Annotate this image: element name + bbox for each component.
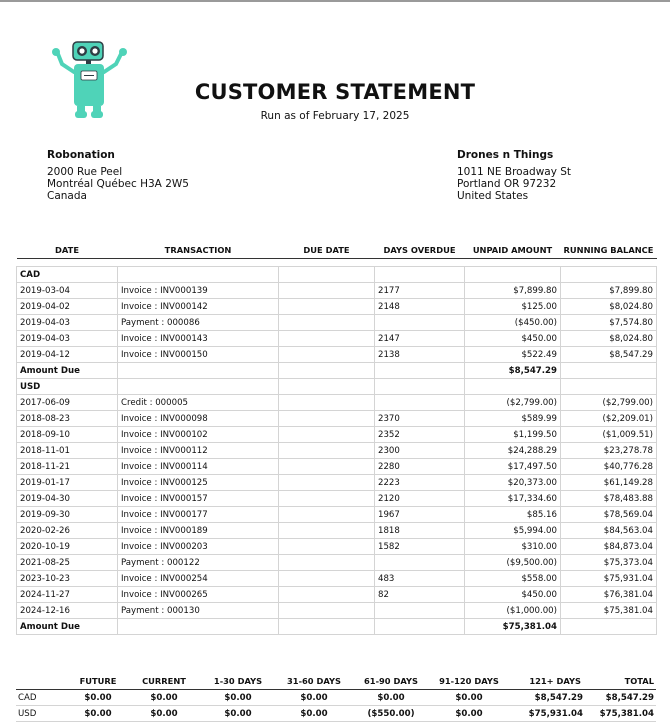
aging-currency-label: USD — [16, 706, 68, 722]
aging-currency-label: CAD — [16, 690, 68, 706]
cell-days-overdue: 2148 — [375, 299, 465, 315]
cell-due-date — [279, 411, 375, 427]
aging-row — [16, 706, 656, 722]
cell-running-balance: $78,569.04 — [561, 507, 657, 523]
cell-due-date — [279, 427, 375, 443]
cell-running-balance: $76,381.04 — [561, 587, 657, 603]
table-row — [17, 411, 657, 427]
table-row — [17, 331, 657, 347]
cell-unpaid-amount: $589.99 — [465, 411, 561, 427]
cell-transaction: Invoice : INV000142 — [118, 299, 279, 315]
table-row — [17, 491, 657, 507]
aging-header-total: TOTAL — [585, 672, 656, 690]
cell-date: 2023-10-23 — [17, 571, 118, 587]
cell-transaction: Credit : 000005 — [118, 395, 279, 411]
company-address — [47, 149, 189, 202]
empty-cell — [279, 267, 375, 283]
cell-running-balance: $7,899.80 — [561, 283, 657, 299]
cell-transaction: Invoice : INV000177 — [118, 507, 279, 523]
table-header-row — [17, 241, 657, 259]
cell-date: 2019-03-04 — [17, 283, 118, 299]
cell-date: 2019-01-17 — [17, 475, 118, 491]
empty-cell — [561, 363, 657, 379]
empty-cell — [118, 379, 279, 395]
cell-date: 2018-11-01 — [17, 443, 118, 459]
company-address-line: Montréal Québec H3A 2W5 — [47, 178, 189, 190]
aging-header-1-30: 1-30 DAYS — [200, 672, 276, 690]
aging-value: $0.00 — [276, 690, 352, 706]
cell-running-balance: $8,024.80 — [561, 331, 657, 347]
currency-section-row — [17, 267, 657, 283]
aging-value: $0.00 — [430, 706, 508, 722]
table-row — [17, 427, 657, 443]
aging-value: $0.00 — [128, 690, 200, 706]
empty-cell — [279, 379, 375, 395]
cell-unpaid-amount: ($450.00) — [465, 315, 561, 331]
cell-due-date — [279, 539, 375, 555]
column-header-due-date: DUE DATE — [279, 241, 375, 259]
cell-due-date — [279, 587, 375, 603]
column-header-running-balance: RUNNING BALANCE — [561, 241, 657, 259]
cell-unpaid-amount: $5,994.00 — [465, 523, 561, 539]
cell-running-balance: $84,563.04 — [561, 523, 657, 539]
cell-unpaid-amount: $24,288.29 — [465, 443, 561, 459]
amount-due-value: $75,381.04 — [465, 619, 561, 635]
cell-transaction: Invoice : INV000102 — [118, 427, 279, 443]
cell-unpaid-amount: $450.00 — [465, 587, 561, 603]
cell-transaction: Invoice : INV000114 — [118, 459, 279, 475]
cell-due-date — [279, 395, 375, 411]
cell-days-overdue: 2120 — [375, 491, 465, 507]
aging-value: $8,547.29 — [585, 690, 656, 706]
cell-transaction: Invoice : INV000203 — [118, 539, 279, 555]
robot-logo — [44, 38, 136, 120]
customer-address-line: Portland OR 97232 — [457, 178, 557, 190]
cell-date: 2019-04-30 — [17, 491, 118, 507]
cell-date: 2020-02-26 — [17, 523, 118, 539]
cell-date: 2024-11-27 — [17, 587, 118, 603]
empty-cell — [118, 619, 279, 635]
cell-running-balance: $8,547.29 — [561, 347, 657, 363]
table-row — [17, 347, 657, 363]
empty-cell — [465, 379, 561, 395]
cell-unpaid-amount: ($2,799.00) — [465, 395, 561, 411]
cell-transaction: Invoice : INV000265 — [118, 587, 279, 603]
aging-header-61-90: 61-90 DAYS — [352, 672, 430, 690]
cell-unpaid-amount: ($9,500.00) — [465, 555, 561, 571]
cell-unpaid-amount: $450.00 — [465, 331, 561, 347]
empty-cell — [465, 267, 561, 283]
currency-label: CAD — [17, 267, 118, 283]
cell-due-date — [279, 603, 375, 619]
cell-transaction: Invoice : INV000098 — [118, 411, 279, 427]
cell-due-date — [279, 443, 375, 459]
table-row — [17, 475, 657, 491]
table-row — [17, 459, 657, 475]
empty-cell — [279, 363, 375, 379]
cell-unpaid-amount: $20,373.00 — [465, 475, 561, 491]
cell-date: 2019-04-02 — [17, 299, 118, 315]
aging-header-future: FUTURE — [68, 672, 128, 690]
customer-name: Drones n Things — [457, 149, 554, 161]
amount-due-value: $8,547.29 — [465, 363, 561, 379]
aging-value: $75,931.04 — [508, 706, 585, 722]
aging-header-91-120: 91-120 DAYS — [430, 672, 508, 690]
empty-cell — [375, 267, 465, 283]
table-row — [17, 315, 657, 331]
table-row — [17, 507, 657, 523]
amount-due-label: Amount Due — [17, 619, 118, 635]
aging-body — [16, 690, 656, 722]
aging-value: $0.00 — [430, 690, 508, 706]
aging-header-row — [16, 672, 656, 690]
cell-due-date — [279, 331, 375, 347]
cell-due-date — [279, 459, 375, 475]
cell-days-overdue: 2177 — [375, 283, 465, 299]
currency-section-row — [17, 379, 657, 395]
cell-unpaid-amount: $17,497.50 — [465, 459, 561, 475]
table-row — [17, 443, 657, 459]
company-address-line: Canada — [47, 190, 87, 202]
aging-header-label — [16, 672, 68, 690]
cell-unpaid-amount: $85.16 — [465, 507, 561, 523]
cell-running-balance: $8,024.80 — [561, 299, 657, 315]
empty-cell — [118, 267, 279, 283]
cell-running-balance: $75,931.04 — [561, 571, 657, 587]
table-row — [17, 603, 657, 619]
cell-date: 2018-09-10 — [17, 427, 118, 443]
run-date: Run as of February 17, 2025 — [260, 110, 410, 122]
aging-value: $0.00 — [200, 690, 276, 706]
amount-due-row — [17, 363, 657, 379]
cell-transaction: Invoice : INV000125 — [118, 475, 279, 491]
cell-days-overdue — [375, 603, 465, 619]
cell-unpaid-amount: $7,899.80 — [465, 283, 561, 299]
empty-cell — [561, 267, 657, 283]
customer-address — [457, 149, 571, 202]
cell-unpaid-amount: $310.00 — [465, 539, 561, 555]
currency-label: USD — [17, 379, 118, 395]
aging-value: $8,547.29 — [508, 690, 585, 706]
cell-unpaid-amount: ($1,000.00) — [465, 603, 561, 619]
empty-cell — [375, 379, 465, 395]
cell-days-overdue: 2352 — [375, 427, 465, 443]
cell-transaction: Invoice : INV000139 — [118, 283, 279, 299]
cell-due-date — [279, 555, 375, 571]
table-row — [17, 283, 657, 299]
aging-value: $0.00 — [68, 706, 128, 722]
cell-due-date — [279, 475, 375, 491]
cell-running-balance: $78,483.88 — [561, 491, 657, 507]
aging-header-current: CURRENT — [128, 672, 200, 690]
table-row — [17, 571, 657, 587]
cell-due-date — [279, 571, 375, 587]
cell-days-overdue — [375, 395, 465, 411]
top-border — [0, 0, 670, 2]
cell-running-balance: $40,776.28 — [561, 459, 657, 475]
aging-row — [16, 690, 656, 706]
cell-running-balance: $23,278.78 — [561, 443, 657, 459]
empty-cell — [561, 379, 657, 395]
amount-due-label: Amount Due — [17, 363, 118, 379]
cell-date: 2020-10-19 — [17, 539, 118, 555]
cell-date: 2018-11-21 — [17, 459, 118, 475]
aging-summary-table — [16, 672, 656, 722]
aging-value: $0.00 — [352, 690, 430, 706]
cell-date: 2017-06-09 — [17, 395, 118, 411]
empty-cell — [561, 619, 657, 635]
cell-due-date — [279, 507, 375, 523]
table-row — [17, 395, 657, 411]
cell-days-overdue: 2147 — [375, 331, 465, 347]
cell-transaction: Invoice : INV000150 — [118, 347, 279, 363]
table-row — [17, 299, 657, 315]
column-header-date: DATE — [17, 241, 118, 259]
cell-date: 2019-04-03 — [17, 331, 118, 347]
cell-date: 2024-12-16 — [17, 603, 118, 619]
customer-address-line: United States — [457, 190, 529, 202]
empty-cell — [375, 619, 465, 635]
cell-days-overdue: 2300 — [375, 443, 465, 459]
table-row — [17, 555, 657, 571]
cell-due-date — [279, 491, 375, 507]
cell-unpaid-amount: $1,199.50 — [465, 427, 561, 443]
cell-unpaid-amount: $522.49 — [465, 347, 561, 363]
table-row — [17, 587, 657, 603]
cell-running-balance: $61,149.28 — [561, 475, 657, 491]
cell-transaction: Invoice : INV000254 — [118, 571, 279, 587]
cell-days-overdue: 2370 — [375, 411, 465, 427]
cell-running-balance: $75,381.04 — [561, 603, 657, 619]
transactions-body — [17, 259, 657, 635]
company-name: Robonation — [47, 149, 115, 161]
cell-transaction: Payment : 000086 — [118, 315, 279, 331]
cell-transaction: Payment : 000130 — [118, 603, 279, 619]
empty-cell — [118, 363, 279, 379]
cell-due-date — [279, 523, 375, 539]
aging-header-31-60: 31-60 DAYS — [276, 672, 352, 690]
customer-address-line: 1011 NE Broadway St — [457, 166, 572, 178]
cell-transaction: Invoice : INV000112 — [118, 443, 279, 459]
cell-running-balance: ($1,009.51) — [561, 427, 657, 443]
aging-value: $0.00 — [128, 706, 200, 722]
cell-unpaid-amount: $558.00 — [465, 571, 561, 587]
aging-header-121-plus: 121+ DAYS — [508, 672, 585, 690]
column-header-transaction: TRANSACTION — [118, 241, 279, 259]
aging-value: $75,381.04 — [585, 706, 656, 722]
aging-value: ($550.00) — [352, 706, 430, 722]
cell-days-overdue: 2223 — [375, 475, 465, 491]
cell-transaction: Invoice : INV000157 — [118, 491, 279, 507]
cell-running-balance: $84,873.04 — [561, 539, 657, 555]
cell-days-overdue: 483 — [375, 571, 465, 587]
cell-running-balance: ($2,209.01) — [561, 411, 657, 427]
table-row — [17, 539, 657, 555]
cell-date: 2018-08-23 — [17, 411, 118, 427]
cell-transaction: Invoice : INV000143 — [118, 331, 279, 347]
cell-date: 2019-09-30 — [17, 507, 118, 523]
aging-value: $0.00 — [68, 690, 128, 706]
cell-days-overdue: 1967 — [375, 507, 465, 523]
company-address-line: 2000 Rue Peel — [47, 166, 123, 178]
cell-days-overdue: 1582 — [375, 539, 465, 555]
cell-days-overdue — [375, 315, 465, 331]
cell-days-overdue: 1818 — [375, 523, 465, 539]
cell-due-date — [279, 347, 375, 363]
cell-unpaid-amount: $17,334.60 — [465, 491, 561, 507]
transactions-table — [16, 241, 657, 635]
cell-unpaid-amount: $125.00 — [465, 299, 561, 315]
aging-value: $0.00 — [200, 706, 276, 722]
cell-due-date — [279, 283, 375, 299]
cell-days-overdue: 82 — [375, 587, 465, 603]
cell-date: 2021-08-25 — [17, 555, 118, 571]
cell-days-overdue: 2138 — [375, 347, 465, 363]
cell-date: 2019-04-12 — [17, 347, 118, 363]
empty-cell — [375, 363, 465, 379]
spacer-row — [17, 259, 657, 267]
cell-transaction: Payment : 000122 — [118, 555, 279, 571]
statement-title: CUSTOMER STATEMENT — [194, 80, 476, 104]
aging-value: $0.00 — [276, 706, 352, 722]
amount-due-row — [17, 619, 657, 635]
column-header-days-overdue: DAYS OVERDUE — [375, 241, 465, 259]
table-row — [17, 523, 657, 539]
cell-days-overdue — [375, 555, 465, 571]
column-header-unpaid-amount: UNPAID AMOUNT — [465, 241, 561, 259]
empty-cell — [279, 619, 375, 635]
cell-running-balance: $7,574.80 — [561, 315, 657, 331]
cell-due-date — [279, 299, 375, 315]
cell-running-balance: $75,373.04 — [561, 555, 657, 571]
cell-date: 2019-04-03 — [17, 315, 118, 331]
cell-running-balance: ($2,799.00) — [561, 395, 657, 411]
cell-transaction: Invoice : INV000189 — [118, 523, 279, 539]
cell-due-date — [279, 315, 375, 331]
cell-days-overdue: 2280 — [375, 459, 465, 475]
